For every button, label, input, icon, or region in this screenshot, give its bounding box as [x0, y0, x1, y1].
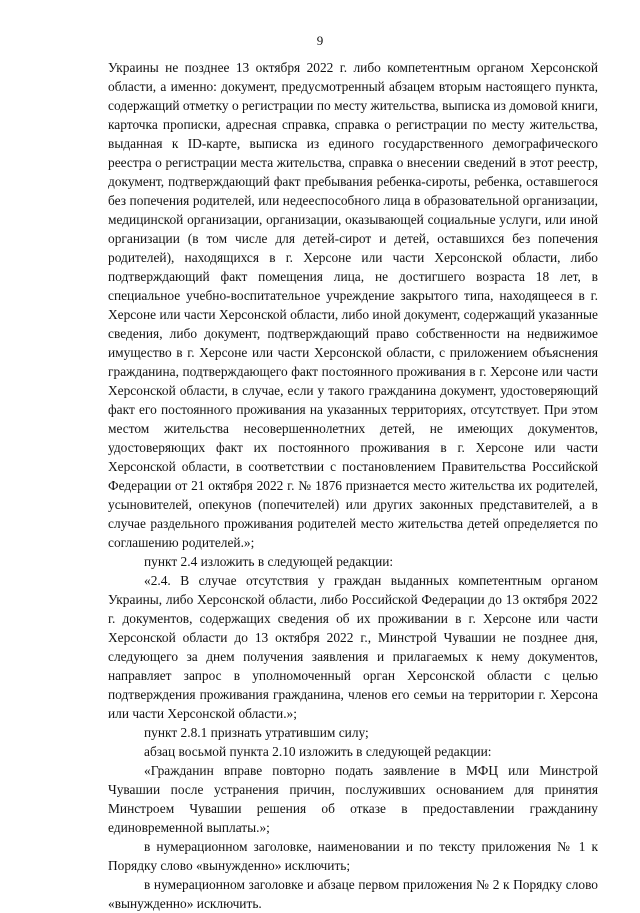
page-number: 9	[316, 33, 324, 48]
paragraph-appendix-2: в нумерационном заголовке и абзаце первом приложения № 2 к Порядку слово «вынужденно» исключить.	[108, 877, 598, 911]
paragraph-2-4-text: «2.4. В случае отсутствия у граждан выданных компетентным органом Украины, либо Херсонской области, либо Российской Федерации до 13 октября 2022 г. документов, содержащих сведения об их проживании в г. Херсоне или части Херсонской области до 13 октября 2022 г., Минстрой Чувашии не позднее дня, следующего за днем получения заявления и прилагаемых к нему документов, направляет запрос в уполномоченный орган Херсонской области с целью подтверждения проживания гражданина, членов его семьи на территории г. Херсона или части Херсонской области.»;	[108, 573, 598, 721]
paragraph-appendix-1: в нумерационном заголовке, наименовании и по тексту приложения № 1 к Порядку слово «вынужденно» исключить;	[108, 839, 598, 873]
paragraph-amend-2-10: абзац восьмой пункта 2.10 изложить в следующей редакции:	[144, 744, 492, 759]
document-body	[108, 58, 598, 913]
paragraph-2-10-text: «Гражданин вправе повторно подать заявление в МФЦ или Минстрой Чувашии после устранения причин, послуживших основанием для принятия Минстроем Чувашии решения об отказе в предоставлении гражданину единовременной выплаты.»;	[108, 763, 598, 835]
paragraph-continuation: Украины не позднее 13 октября 2022 г. либо компетентным органом Херсонской области, а именно: документ, предусмотренный абзацем вторым настоящего пункта, содержащий отметку о регистрации по месту жительства, выписка из домовой книги, карточка прописки, адресная справка, справка о регистрации по месту жительства, выданная к ID-карте, выписка из единого государственного демографического реестра о регистрации места жительства, справка о внесении сведений в этот реестр, документ, подтверждающий факт пребывания ребенка-сироты, ребенка, оставшегося без попечения родителей, или недееспособного лица в образовательной организации, медицинской организации, организации, оказывающей социальные услуги, или иной организации (в том числе для детей-сирот и детей, оставшихся без попечения родителей), находящихся в г. Херсоне или части Херсонской области, либо подтверждающий факт помещения лица, не достигшего возраста 18 лет, в специальное учебно-воспитательное учреждение закрытого типа, находящееся в г. Херсоне или части Херсонской области, либо иной документ, содержащий указанные сведения, либо документ, подтверждающий право собственности на недвижимое имущество в г. Херсоне или части Херсонской области, с приложением объяснения гражданина, подтверждающего факт постоянного проживания в г. Херсоне или части Херсонской области, в случае, если у такого гражданина документ, удостоверяющий факт его постоянного проживания на указанных территориях, отсутствует. При этом местом жительства несовершеннолетних детей, не имеющих документов, удостоверяющих факт их постоянного проживания в г. Херсоне или части Херсонской области, в соответствии с постановлением Правительства Российской Федерации от 21 октября 2022 г. № 1876 признается место жительства их родителей, усыновителей, опекунов (попечителей) или других законных представителей, а в случае раздельного проживания родителей место жительства детей определяется по соглашению родителей.»;	[108, 60, 598, 550]
paragraph-2-8-1: пункт 2.8.1 признать утратившим силу;	[144, 725, 369, 740]
paragraph-amend-2-4: пункт 2.4 изложить в следующей редакции:	[144, 554, 394, 569]
